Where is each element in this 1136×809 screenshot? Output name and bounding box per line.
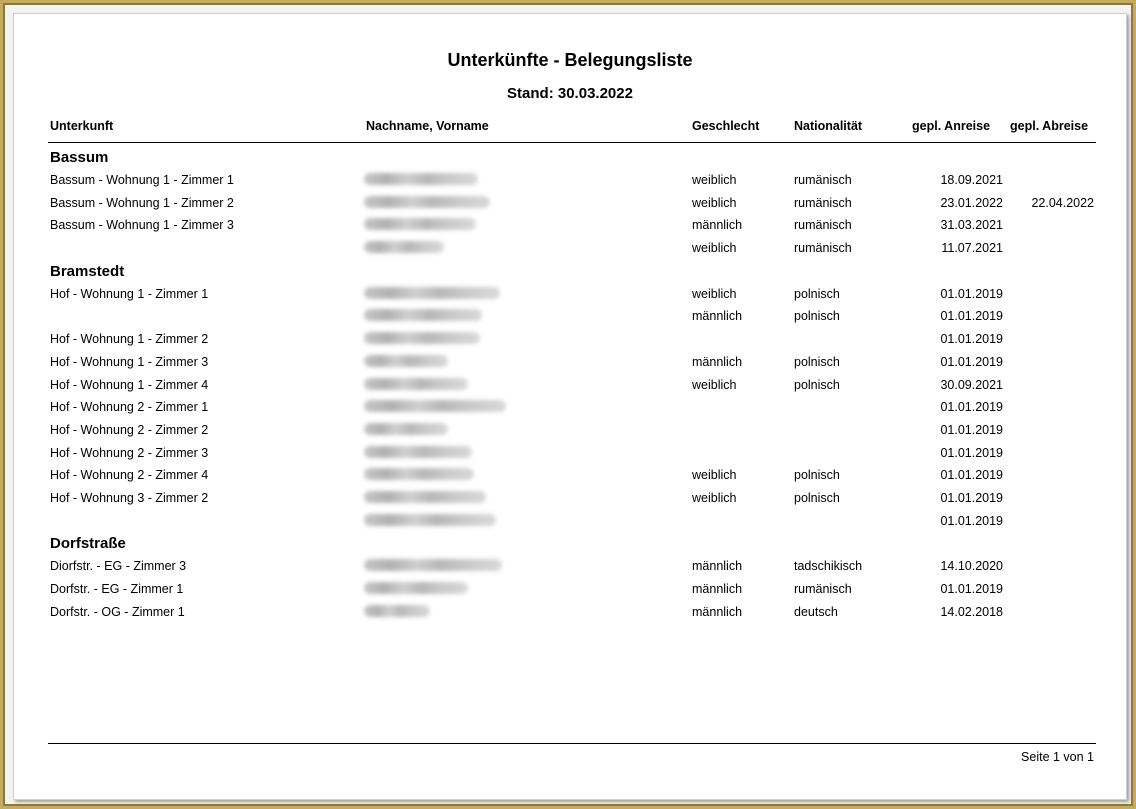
cell-unterkunft: Diorfstr. - EG - Zimmer 3: [50, 559, 187, 574]
cell-anreise: 14.02.2018: [940, 604, 1003, 619]
cell-geschlecht: weiblich: [692, 468, 737, 483]
cell-unterkunft: Hof - Wohnung 2 - Zimmer 4: [50, 468, 209, 483]
cell-name-redacted: [364, 331, 504, 346]
table-row: [14, 510, 1126, 533]
redacted-name-blur: [364, 514, 496, 526]
cell-name-redacted: [364, 377, 504, 392]
redacted-name-blur: [364, 491, 486, 503]
column-header-nationalitaet: Nationalität: [794, 119, 863, 133]
cell-unterkunft: Dorfstr. - EG - Zimmer 1: [50, 582, 184, 596]
cell-name-redacted: [364, 558, 504, 573]
redacted-name-blur: [364, 196, 490, 208]
cell-nationalitaet: rumänisch: [794, 582, 852, 596]
cell-name-redacted: [364, 195, 504, 210]
cell-geschlecht: weiblich: [692, 286, 737, 301]
cell-anreise: 30.09.2021: [940, 377, 1003, 392]
cell-anreise: 11.07.2021: [941, 241, 1003, 256]
redacted-name-blur: [364, 468, 474, 480]
table-row: [14, 283, 1126, 306]
table-row: [14, 237, 1126, 260]
cell-name-redacted: [364, 308, 504, 323]
cell-nationalitaet: polnisch: [794, 286, 840, 301]
cell-anreise: 01.01.2019: [940, 582, 1003, 596]
group-title: Bassum: [50, 149, 109, 166]
redacted-name-blur: [364, 287, 500, 299]
cell-unterkunft: Bassum - Wohnung 1 - Zimmer 2: [50, 195, 234, 210]
group-title: Dorfstraße: [50, 535, 126, 553]
cell-name-redacted: [364, 286, 504, 301]
redacted-name-blur: [364, 378, 468, 390]
redacted-name-blur: [364, 400, 506, 412]
cell-abreise: 22.04.2022: [1031, 195, 1094, 210]
cell-nationalitaet: rumänisch: [794, 241, 852, 256]
cell-anreise: 01.01.2019: [940, 286, 1003, 301]
cell-anreise: 01.01.2019: [940, 468, 1003, 483]
cell-unterkunft: Hof - Wohnung 1 - Zimmer 4: [50, 377, 209, 392]
occupancy-table: [14, 146, 1126, 623]
cell-name-redacted: [364, 581, 504, 596]
redacted-name-blur: [364, 309, 482, 321]
redacted-name-blur: [364, 559, 502, 571]
cell-nationalitaet: polnisch: [794, 377, 840, 392]
column-header-geschlecht: Geschlecht: [692, 119, 760, 133]
column-header-anreise: gepl. Anreise: [912, 119, 991, 133]
cell-unterkunft: Hof - Wohnung 2 - Zimmer 1: [50, 400, 209, 415]
header-divider: [48, 142, 1096, 143]
cell-geschlecht: männlich: [692, 559, 743, 574]
redacted-name-blur: [364, 582, 468, 594]
cell-name-redacted: [364, 240, 504, 255]
cell-unterkunft: Bassum - Wohnung 1 - Zimmer 3: [50, 218, 234, 233]
cell-anreise: 01.01.2019: [940, 354, 1003, 369]
report-page: [13, 13, 1127, 800]
cell-name-redacted: [364, 513, 504, 528]
redacted-name-blur: [364, 218, 476, 230]
cell-geschlecht: weiblich: [692, 241, 737, 256]
cell-geschlecht: weiblich: [692, 377, 737, 392]
cell-name-redacted: [364, 399, 504, 414]
cell-unterkunft: Hof - Wohnung 3 - Zimmer 2: [50, 490, 209, 505]
cell-anreise: 23.01.2022: [940, 195, 1003, 210]
redacted-name-blur: [364, 241, 444, 253]
cell-anreise: 01.01.2019: [940, 309, 1003, 324]
table-row: [14, 601, 1126, 624]
cell-name-redacted: [364, 354, 504, 369]
cell-geschlecht: männlich: [692, 218, 743, 233]
table-row: [14, 214, 1126, 237]
cell-name-redacted: [364, 604, 504, 619]
cell-anreise: 01.01.2019: [940, 400, 1003, 415]
table-row: [14, 396, 1126, 419]
redacted-name-blur: [364, 605, 430, 617]
cell-unterkunft: Hof - Wohnung 2 - Zimmer 2: [50, 422, 209, 437]
cell-name-redacted: [364, 172, 504, 187]
redacted-name-blur: [364, 173, 478, 185]
cell-geschlecht: männlich: [692, 604, 743, 619]
cell-anreise: 01.01.2019: [940, 445, 1003, 460]
column-header-abreise: gepl. Abreise: [1010, 119, 1089, 133]
cell-name-redacted: [364, 217, 504, 232]
cell-nationalitaet: polnisch: [794, 468, 840, 483]
cell-name-redacted: [364, 467, 504, 482]
table-row: [14, 487, 1126, 510]
cell-name-redacted: [364, 422, 504, 437]
cell-unterkunft: Dorfstr. - OG - Zimmer 1: [50, 604, 185, 619]
redacted-name-blur: [364, 355, 448, 367]
cell-anreise: 14.10.2020: [940, 559, 1003, 574]
column-header-unterkunft: Unterkunft: [50, 119, 114, 133]
table-row: [14, 374, 1126, 397]
redacted-name-blur: [364, 423, 448, 435]
cell-anreise: 18.09.2021: [940, 173, 1003, 187]
table-row: [14, 192, 1126, 215]
table-row: [14, 419, 1126, 442]
cell-nationalitaet: polnisch: [794, 490, 840, 505]
page-number: Seite 1 von 1: [1021, 750, 1094, 764]
cell-anreise: 01.01.2019: [940, 513, 1003, 528]
cell-nationalitaet: polnisch: [794, 354, 840, 369]
cell-unterkunft: Hof - Wohnung 2 - Zimmer 3: [50, 445, 209, 460]
footer-divider: [48, 743, 1096, 744]
cell-unterkunft: Hof - Wohnung 1 - Zimmer 3: [50, 354, 209, 369]
cell-unterkunft: Hof - Wohnung 1 - Zimmer 1: [50, 286, 209, 301]
cell-unterkunft: Hof - Wohnung 1 - Zimmer 2: [50, 332, 209, 347]
cell-name-redacted: [364, 490, 504, 505]
cell-nationalitaet: polnisch: [794, 309, 840, 324]
cell-nationalitaet: rumänisch: [794, 218, 852, 233]
report-date: Stand: 30.03.2022: [507, 85, 633, 102]
table-row: [14, 464, 1126, 487]
cell-nationalitaet: rumänisch: [794, 173, 852, 187]
cell-anreise: 31.03.2021: [940, 218, 1003, 233]
table-row: [14, 578, 1126, 601]
cell-geschlecht: männlich: [692, 582, 743, 596]
cell-geschlecht: weiblich: [692, 490, 737, 505]
redacted-name-blur: [364, 332, 480, 344]
cell-name-redacted: [364, 445, 504, 460]
cell-unterkunft: Bassum - Wohnung 1 - Zimmer 1: [50, 173, 234, 187]
table-row: [14, 442, 1126, 465]
table-row: [14, 555, 1126, 578]
cell-nationalitaet: tadschikisch: [794, 559, 863, 574]
cell-anreise: 01.01.2019: [940, 490, 1003, 505]
cell-anreise: 01.01.2019: [940, 332, 1003, 347]
report-title: Unterkünfte - Belegungsliste: [447, 50, 693, 70]
cell-geschlecht: männlich: [692, 309, 743, 324]
cell-geschlecht: weiblich: [692, 195, 737, 210]
column-header-name: Nachname, Vorname: [366, 119, 489, 133]
table-row: [14, 305, 1126, 328]
cell-nationalitaet: deutsch: [794, 604, 838, 619]
redacted-name-blur: [364, 446, 472, 458]
cell-anreise: 01.01.2019: [940, 422, 1003, 437]
table-row: [14, 169, 1126, 192]
group-title: Bramstedt: [50, 262, 125, 280]
cell-geschlecht: weiblich: [692, 173, 737, 187]
table-row: [14, 328, 1126, 351]
cell-geschlecht: männlich: [692, 354, 743, 369]
cell-nationalitaet: rumänisch: [794, 195, 852, 210]
table-row: [14, 351, 1126, 374]
